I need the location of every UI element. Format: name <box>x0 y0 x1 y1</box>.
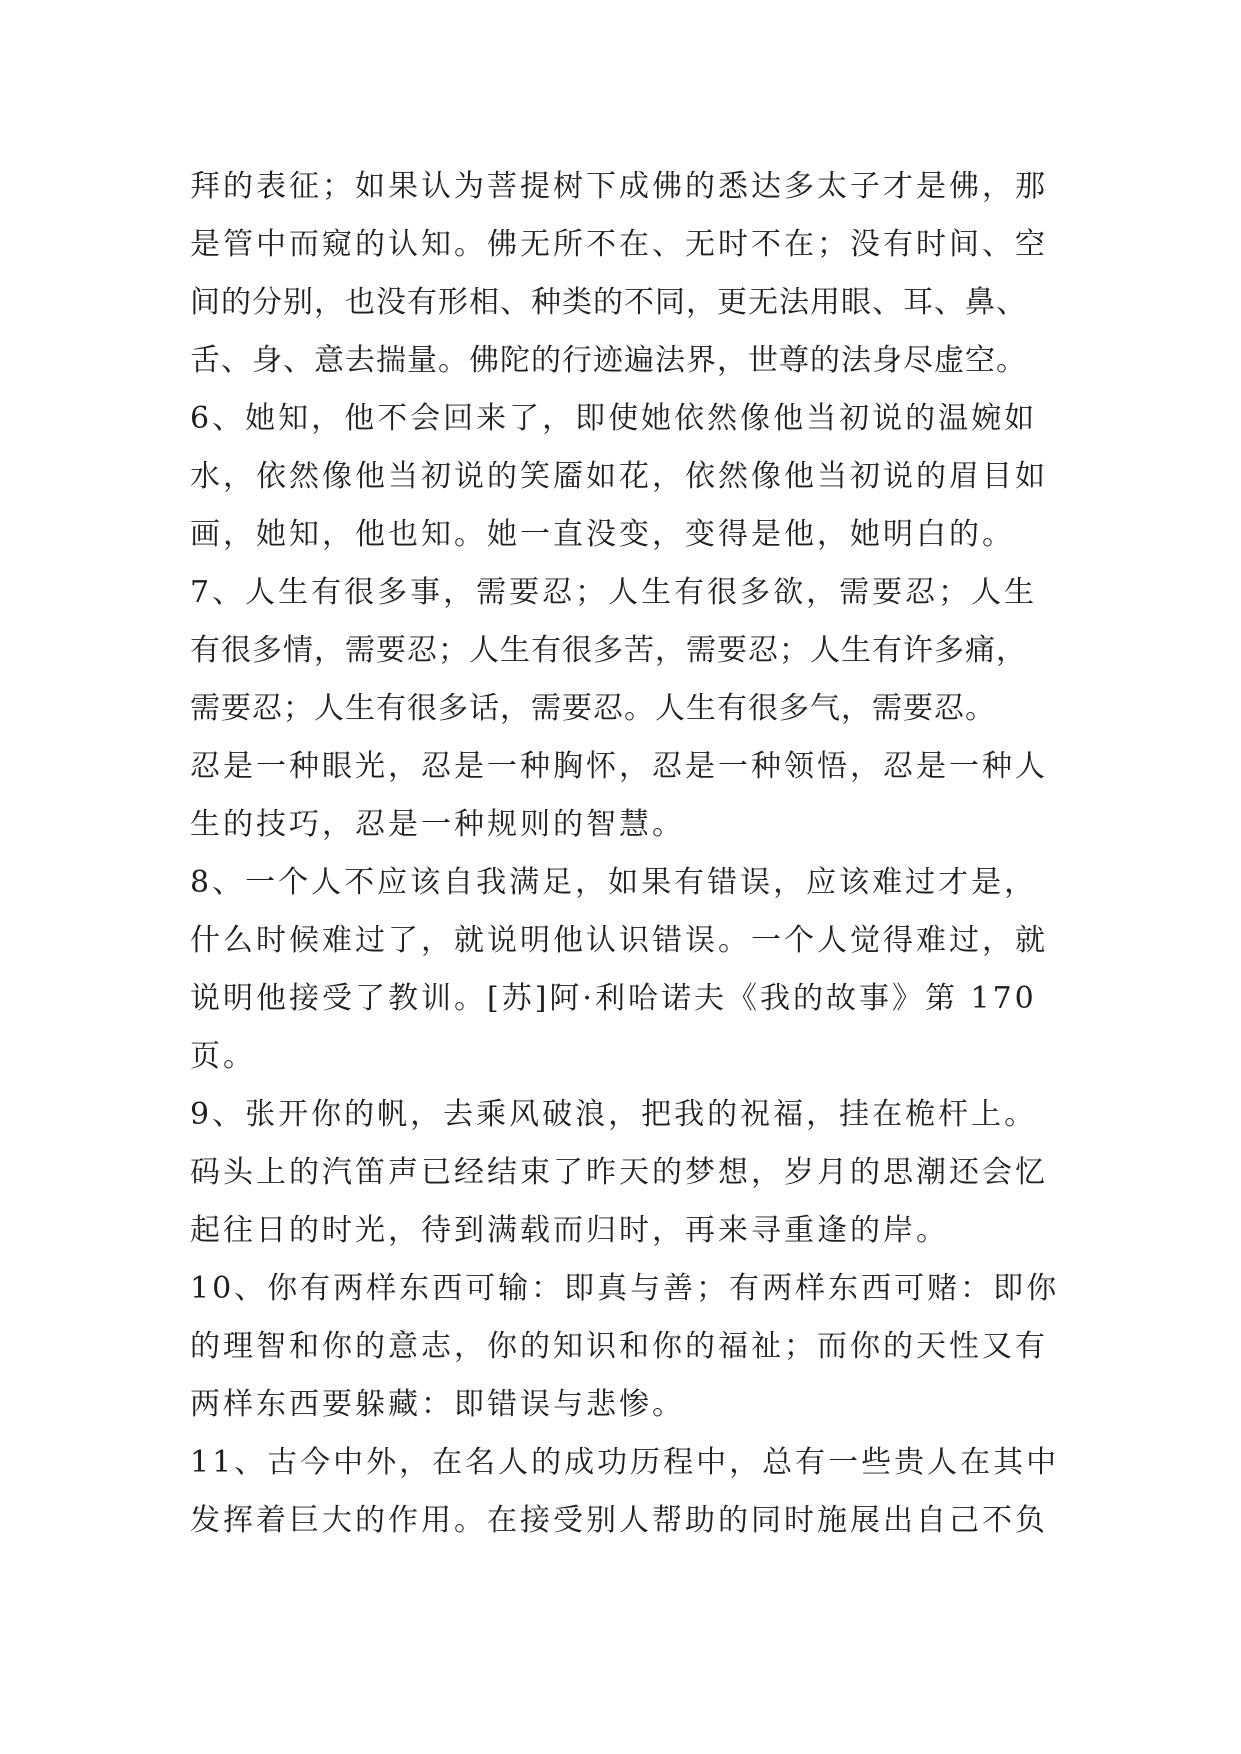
text-line: 间的分别，也没有形相、种类的不同，更无法用眼、耳、鼻、 <box>190 285 1027 320</box>
text-line: 画，她知，他也知。她一直没变，变得是他，她明白的。 <box>190 517 1015 552</box>
text-line: 忍是一种眼光，忍是一种胸怀，忍是一种领悟，忍是一种人 <box>190 749 1048 784</box>
text-line: 7、人生有很多事，需要忍；人生有很多欲，需要忍；人生 <box>190 575 1038 610</box>
text-line: 9、张开你的帆，去乘风破浪，把我的祝福，挂在桅杆上。 <box>190 1097 1038 1132</box>
text-line: 11、古今中外，在名人的成功历程中，总有一些贵人在其中 <box>190 1445 1060 1480</box>
text-line: 水，依然像他当初说的笑靥如花，依然像他当初说的眉目如 <box>190 459 1048 494</box>
text-line: 两样东西要躲藏：即错误与悲惨。 <box>190 1387 685 1422</box>
text-line: 起往日的时光，待到满载而归时，再来寻重逢的岸。 <box>190 1213 949 1248</box>
text-line: 生的技巧，忍是一种规则的智慧。 <box>190 807 685 842</box>
text-line: 6、她知，他不会回来了，即使她依然像他当初说的温婉如 <box>190 401 1038 436</box>
text-line: 码头上的汽笛声已经结束了昨天的梦想，岁月的思潮还会忆 <box>190 1155 1048 1190</box>
text-line: 舌、身、意去揣量。佛陀的行迹遍法界，世尊的法身尽虚空。 <box>190 343 1027 378</box>
text-line: 页。 <box>190 1039 256 1074</box>
text-line: 需要忍；人生有很多话，需要忍。人生有很多气，需要忍。 <box>190 691 996 726</box>
text-line: 有很多情，需要忍；人生有很多苦，需要忍；人生有许多痛， <box>190 633 1027 668</box>
text-line: 拜的表征；如果认为菩提树下成佛的悉达多太子才是佛，那 <box>190 169 1048 204</box>
text-line: 什么时候难过了，就说明他认识错误。一个人觉得难过，就 <box>190 923 1048 958</box>
text-line: 8、一个人不应该自我满足，如果有错误，应该难过才是， <box>190 865 1038 900</box>
text-line: 说明他接受了教训。[苏]阿·利哈诺夫《我的故事》第 170 <box>190 981 1037 1016</box>
body-text <box>190 158 1080 1550</box>
text-line: 10、你有两样东西可输：即真与善；有两样东西可赌：即你 <box>190 1271 1060 1306</box>
text-line: 是管中而窥的认知。佛无所不在、无时不在；没有时间、空 <box>190 227 1048 262</box>
text-line: 的理智和你的意志，你的知识和你的福祉；而你的天性又有 <box>190 1329 1048 1364</box>
text-line: 发挥着巨大的作用。在接受别人帮助的同时施展出自己不负 <box>190 1503 1048 1538</box>
